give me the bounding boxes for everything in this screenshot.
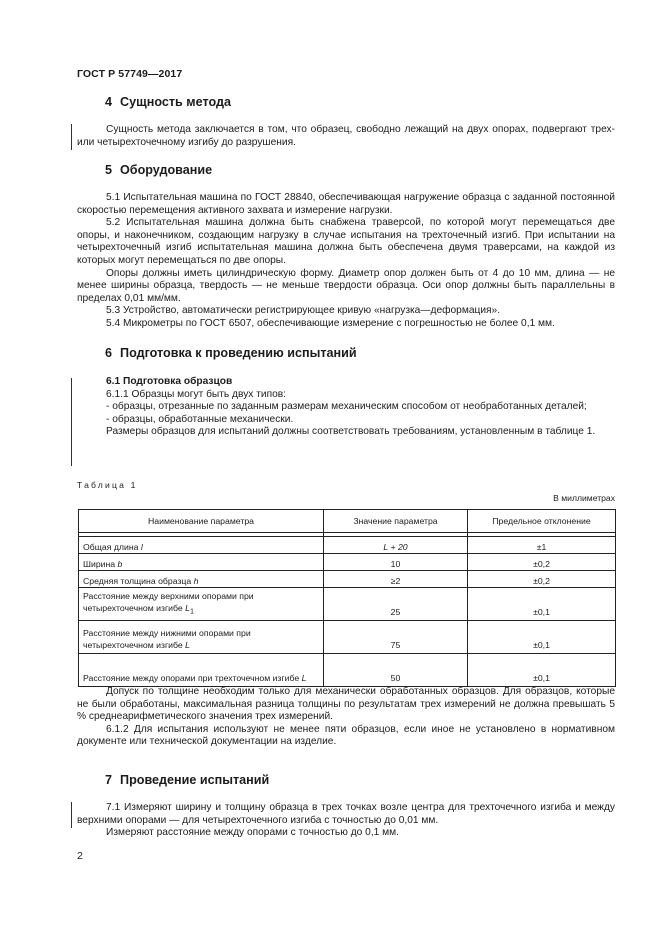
table-header-row: [79, 510, 616, 533]
change-bar: [71, 802, 72, 828]
param-value: 25: [324, 588, 468, 621]
parameters-table: [78, 509, 616, 687]
column-header: Предельное отклонение: [468, 510, 616, 533]
table-units: В миллиметрах: [553, 493, 615, 503]
paragraph-5-2: 5.2 Испытательная машина должна быть снабжена траверсой, по которой могут перемещаться две опоры, и наконечником, создающим нагрузку в случае испытания на трехточечный изгиб. При испытании на четырехточечный изгиб испытательная машина должна быть обеспечена двумя траверсами, на каждой из которых могут перемещаться по две опоры.: [77, 217, 615, 266]
param-name: Средняя толщина образца h: [79, 571, 324, 588]
table-row: [79, 588, 616, 621]
paragraph-6-1-2: 6.1.2 Для испытания используют не менее пяти образцов, если иное не установлено в нормативном документе или технической документации на изделие.: [77, 723, 615, 748]
paragraph-type-1: - образцы, отрезанные по заданным размерам механическим способом от необработанных деталей;: [106, 401, 587, 413]
param-symbol: b: [117, 559, 123, 569]
paragraph-6-1-1: 6.1.1 Образцы могут быть двух типов:: [106, 388, 286, 400]
section-5-body: [77, 192, 615, 331]
section-title: Оборудование: [120, 163, 213, 177]
paragraph-type-2: - образцы, обработанные механически.: [106, 413, 294, 425]
param-tolerance: ±0,1: [468, 621, 616, 654]
param-value: 50: [324, 654, 468, 687]
section-7-heading: [105, 773, 269, 787]
param-symbol: h: [193, 576, 199, 586]
table-row: [79, 554, 616, 571]
column-header: Наименование параметра: [79, 510, 324, 533]
param-name: Расстояние между опорами при трехточечном изгибе L: [79, 654, 324, 687]
table-row: [79, 621, 616, 654]
param-symbol: l: [140, 542, 143, 552]
paragraph-5-1: 5.1 Испытательная машина по ГОСТ 28840, обеспечивающая нагружение образца с заданной постоянной скоростью перемещения активного захвата и измерение нагрузки.: [77, 192, 615, 216]
page-number: 2: [77, 850, 83, 862]
after-table-body: [77, 686, 615, 749]
table-caption: Таблица 1: [77, 480, 138, 490]
param-value: ≥2: [324, 571, 468, 588]
section-number: 4: [105, 95, 113, 109]
param-tolerance: ±0,2: [468, 571, 616, 588]
subsection-6-1-title: 6.1 Подготовка образцов: [106, 376, 233, 387]
section-4-body: [77, 124, 615, 149]
param-tolerance: ±1: [468, 537, 616, 554]
section-4-heading: [105, 95, 231, 109]
param-tolerance: ±0,1: [468, 588, 616, 621]
param-name: Расстояние между верхними опорами при четырехточечном изгибе $L_1$: [79, 588, 324, 621]
section-title: Сущность метода: [120, 95, 231, 109]
param-value: 10: [324, 554, 468, 571]
column-header: Значение параметра: [324, 510, 468, 533]
paragraph-distance: Измеряют расстояние между опорами с точностью до 0,1 мм.: [106, 827, 399, 839]
paragraph-dimensions: Размеры образцов для испытаний должны соответствовать требованиям, установленным в таблице 1.: [106, 426, 596, 438]
section-title: Подготовка к проведению испытаний: [120, 346, 357, 360]
section-number: 5: [105, 163, 113, 177]
section-5-heading: [105, 163, 212, 177]
param-value: L + 20: [324, 537, 468, 554]
param-symbol: L: [185, 640, 190, 650]
section-number: 7: [105, 773, 113, 787]
paragraph-5-3: 5.3 Устройство, автоматически регистрирующее кривую «нагрузка—деформация».: [106, 305, 501, 317]
paragraph-7-1: 7.1 Измеряют ширину и толщину образца в трех точках возле центра для трехточечного изгиба и между верхними опорами — для четырехточечного изгиба с точностью до 0,01 мм.: [77, 802, 615, 826]
param-name: Расстояние между нижними опорами при четырехточечном изгибе L: [79, 621, 324, 654]
section-7-body: [77, 802, 615, 840]
table-row: [79, 654, 616, 687]
param-value: 75: [324, 621, 468, 654]
section-6-heading: [105, 346, 357, 360]
param-name: Ширина b: [79, 554, 324, 571]
paragraph-supports: Опоры должны иметь цилиндрическую форму. Диаметр опор должен быть от 4 до 10 мм, длина — не менее ширины образца, твердость — не меньше твердости образца. Оси опор должны быть параллельны в пределах 0,01 мм/мм.: [77, 267, 615, 304]
section-6-body: [77, 376, 615, 439]
paragraph: Сущность метода заключается в том, что образец, свободно лежащий на двух опорах, подвергают трех- или четырехточечному изгибу до разрушения.: [77, 124, 615, 148]
table-row: [79, 537, 616, 554]
param-symbol: L: [185, 603, 190, 614]
param-name: Общая длина l: [79, 537, 324, 554]
section-title: Проведение испытаний: [120, 773, 270, 787]
paragraph-thickness-tolerance: Допуск по толщине необходим только для механически обработанных образцов. Для образцов, которые не были обработаны, максимальная разница толщины по результатам трех измерений не должна превышать 5 % среднеарифметического значения трех измерений.: [77, 686, 615, 723]
change-bar: [71, 124, 72, 150]
param-tolerance: ±0,2: [468, 554, 616, 571]
document-code: ГОСТ Р 57749—2017: [77, 68, 183, 80]
table-row: [79, 571, 616, 588]
param-symbol: L: [301, 673, 307, 683]
paragraph-5-4: 5.4 Микрометры по ГОСТ 6507, обеспечивающие измерение с погрешностью не более 0,1 мм.: [106, 317, 555, 329]
section-number: 6: [105, 346, 113, 360]
change-bar: [71, 378, 72, 466]
param-tolerance: ±0,1: [468, 654, 616, 687]
param-subscript: 1: [189, 607, 195, 616]
